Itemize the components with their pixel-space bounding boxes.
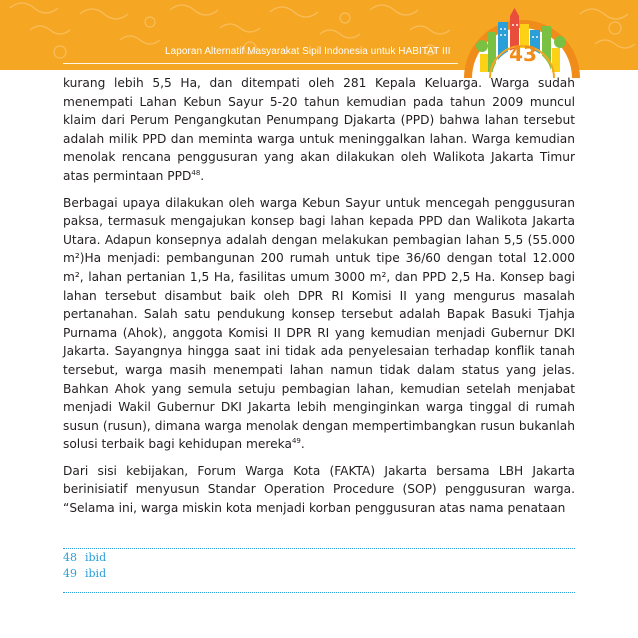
footnote-text: ibid [85,551,107,564]
footnote-ref-49[interactable]: 49 [291,437,301,446]
paragraph-tail: . [300,437,305,452]
city-skyline-emblem-icon [452,2,592,78]
running-title: Laporan Alternatif Masyarakat Sipil Indonesia untuk HABITAT III [165,46,451,57]
footnote-number: 48 [63,551,77,564]
footnote-49 [63,566,106,582]
footnotes [63,550,106,582]
paragraph-3 [63,462,575,518]
footnote-ref-48[interactable]: 48 [191,168,201,177]
paragraph-text: Berbagai upaya dilakukan oleh warga Kebun Sayur untuk mencegah penggusuran paksa, termasuk mengajukan konsep bagi lahan kepada PPD dan Walikota Jakarta Utara. Adapun konsepnya adalah dengan melakukan pembagian lahan 5,5 (55.000 m²)Ha menjadi: pembangunan 200 rumah untuk tipe 36/60 dengan total 12.000 m², lahan pertanian 1,5 Ha, fasilitas umum 3000 m², dan PPD 2,5 Ha. Konsep bagi lahan tersebut disambut baik oleh DPR RI Komisi II yang mengurus masalah pertanahan. Salah satu pendukung konsep tersebut adalah Bapak Basuki Tjahja Purnama (Ahok), anggota Komisi II DPR RI yang kemudian menjadi Gubernur DKI Jakarta. Sayangnya hingga saat ini tidak ada penyelesaian terhadap konflik tanah tersebut, warga masih menempati lahan namun tidak dalam status yang jelas. Bahkan Ahok yang semula setuju pembagian lahan, kemudian setelah menjabat menjadi Wakil Gubernur DKI Jakarta lebih menginginkan warga tinggal di rumah susun (rusun), dimana warga menolak dengan mempertimbangkan rusun bukanlah solusi terbaik bagi kehidupan mereka [63,195,575,452]
page-number: 43 [509,42,537,66]
header-rule [63,63,458,64]
footnote-text: ibid [85,567,107,580]
footnote-bottom-divider [63,592,575,593]
footnote-number: 49 [63,567,77,580]
body-text [63,74,575,526]
paragraph-text: Dari sisi kebijakan, Forum Warga Kota (FAKTA) Jakarta bersama LBH Jakarta berinisiatif menyusun Standar Operation Procedure (SOP) penggusuran warga. “Selama ini, warga miskin kota menjadi korban penggusuran atas nama penataan [63,463,575,516]
footnote-48 [63,550,106,566]
paragraph-text: kurang lebih 5,5 Ha, dan ditempati oleh 281 Kepala Keluarga. Warga sudah menempati Lahan Kebun Sayur 5-20 tahun kemudian pada tahun 2009 muncul klaim dari Perum Pengangkutan Penumpang Djakarta (PPD) bahwa lahan tersebut adalah milik PPD dan meminta warga untuk meninggalkan lahan. Warga kemudian menolak rencana penggusuran yang akan dilakukan oleh Walikota Jakarta Timur atas permintaan PPD [63,76,575,183]
paragraph-tail: . [200,168,205,183]
paragraph-1 [63,74,575,186]
paragraph-2 [63,194,575,454]
footnote-divider [63,548,575,549]
